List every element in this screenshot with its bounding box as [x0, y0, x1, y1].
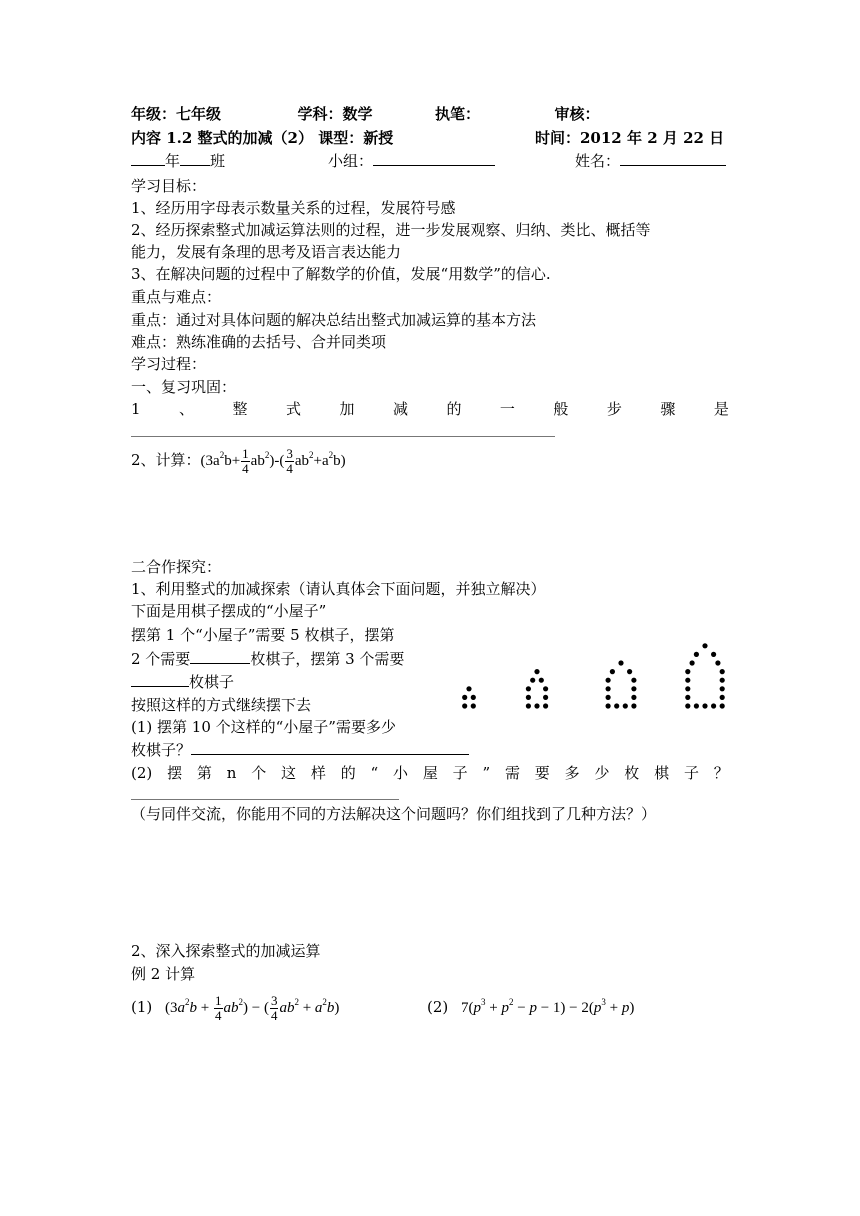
p2-expression: $7(p^3 + p^2 - p - 1) - 2(p^3 + p)$ — [461, 997, 635, 1016]
chess-piece — [685, 669, 690, 674]
answer-line-q2[interactable] — [131, 799, 399, 800]
coop-intro: 下面是用棋子摆成的“小屋子” — [131, 602, 327, 620]
q2-char: 多 — [564, 764, 580, 782]
q1-char: 步 — [606, 400, 622, 418]
q1-char: 加 — [339, 400, 355, 418]
q2-label: 2、计算： — [131, 451, 201, 469]
q1-char: 1 — [131, 400, 141, 418]
chess-piece — [627, 669, 632, 674]
coop-q1-b: 枚棋子？ — [131, 740, 469, 760]
year-label: 年 — [165, 152, 181, 170]
chess-piece — [711, 703, 716, 708]
objectives-title: 学习目标： — [131, 177, 207, 195]
group-blank[interactable] — [373, 151, 495, 166]
coop-line-c: 枚棋子 — [131, 672, 234, 692]
chess-piece — [471, 703, 476, 708]
deep-title: 2、深入探索整式的加减运算 — [131, 942, 321, 960]
chess-piece — [702, 703, 707, 708]
chess-piece — [618, 660, 623, 665]
objective-2: 2、经历探索整式加减运算法则的过程，进一步发展观察、归纳、类比、概括等 — [131, 221, 651, 239]
chess-piece — [606, 703, 611, 708]
chess-piece — [685, 703, 690, 708]
group-field — [328, 151, 495, 171]
chess-piece — [631, 695, 636, 700]
q1-char: 式 — [285, 400, 301, 418]
chess-piece — [462, 695, 467, 700]
coop-line-d: 按照这样的方式继续摆下去 — [131, 696, 312, 714]
example-p2 — [427, 995, 634, 1020]
chess-piece — [606, 686, 611, 691]
objective-3: 3、在解决问题的过程中了解数学的价值，发展“用数学”的信心. — [131, 265, 551, 283]
process-title: 学习过程： — [131, 355, 207, 373]
coop-line-b: 2 个需要 枚棋子，摆第 3 个需要 — [131, 650, 405, 668]
lesson-type-label: 课型：新授 — [318, 129, 394, 147]
date-label: 时间：2012 年 2 月 22 日 — [535, 129, 725, 147]
chess-houses-figure — [455, 610, 735, 712]
chess-piece — [543, 695, 548, 700]
q2-char: 样 — [310, 764, 326, 782]
house-3 — [606, 660, 637, 708]
house-2 — [526, 669, 548, 709]
chess-piece — [720, 678, 725, 683]
content-label: 内容 1.2 整式的加减（2） — [131, 129, 313, 147]
blank-q1-answer[interactable] — [191, 740, 469, 755]
q2-char: ？ — [713, 764, 729, 782]
review-q2 — [131, 445, 346, 476]
keypoints-title: 重点与难点： — [131, 288, 222, 306]
example-p1 — [131, 992, 339, 1023]
q1-char: 的 — [446, 400, 462, 418]
chess-piece — [606, 695, 611, 700]
chess-piece — [462, 703, 467, 708]
q2-char: (2) — [131, 764, 153, 782]
chess-piece — [711, 652, 716, 657]
chess-piece — [543, 686, 548, 691]
p1-expression: ($3a^2b$ + $\frac{1}{4}$ $ab^2$) − ( $\frac{3}{4}$ $ab^2 + a^2b$) — [165, 993, 340, 1024]
header-row-3 — [131, 151, 225, 171]
objective-1: 1、经历用字母表示数量关系的过程，发展符号感 — [131, 199, 456, 217]
chess-piece — [526, 686, 531, 691]
name-label: 姓名： — [575, 152, 621, 170]
chess-piece — [720, 686, 725, 691]
chess-piece — [685, 695, 690, 700]
chess-piece — [720, 669, 725, 674]
q2-char: 需 — [504, 764, 520, 782]
chess-piece — [466, 686, 471, 691]
house-1 — [462, 686, 476, 708]
q2-char: 要 — [534, 764, 550, 782]
keypoint-key: 重点：通过对具体问题的解决总结出整式加减运算的基本方法 — [131, 311, 537, 329]
q1-char: 整 — [232, 400, 248, 418]
q1-char: 般 — [553, 400, 569, 418]
blank-3rd-house[interactable] — [131, 672, 189, 687]
header-row-2 — [131, 128, 393, 148]
q2-char: “ — [370, 764, 379, 782]
chess-piece — [715, 660, 720, 665]
chess-piece — [534, 669, 539, 674]
q1-char: 、 — [179, 400, 195, 418]
chess-piece — [610, 669, 615, 674]
chess-piece — [539, 678, 544, 683]
q2-char: n — [226, 764, 237, 782]
chess-piece — [534, 703, 539, 708]
header-row-1 — [131, 104, 599, 124]
q2-char: 的 — [340, 764, 356, 782]
keypoint-difficult: 难点：熟练准确的去括号、合并同类项 — [131, 333, 387, 351]
q2-char: 摆 — [167, 764, 183, 782]
coop-item-1: 1、利用整式的加减探索（请认真体会下面问题，并独立解决） — [131, 580, 546, 598]
chess-piece — [526, 695, 531, 700]
chess-piece — [471, 695, 476, 700]
q2-char: 小 — [393, 764, 409, 782]
chess-piece — [685, 686, 690, 691]
q2-char: 子 — [452, 764, 468, 782]
coop-title: 二合作探究： — [131, 558, 222, 576]
name-field — [575, 151, 726, 171]
review-q1-line — [131, 399, 729, 419]
class-label: 班 — [210, 152, 226, 170]
chess-piece — [720, 695, 725, 700]
coop-q2-line — [131, 763, 729, 783]
grade-label: 年级：七年级 — [131, 105, 222, 123]
coop-q1-a: (1) 摆第 10 个这样的“小屋子”需要多少 — [131, 718, 396, 736]
chess-piece — [720, 703, 725, 708]
q2-char: 少 — [594, 764, 610, 782]
chess-piece — [530, 678, 535, 683]
q2-expression: ($3a^2b+$ $\frac{1}{4}$ $ab^2)-$( $\frac{3}{4}$ $ab^2+a^2b$) — [200, 446, 346, 477]
q2-char: 子 — [683, 764, 699, 782]
p2-label: (2) — [427, 998, 449, 1016]
chess-piece — [685, 678, 690, 683]
blank-2nd-house[interactable] — [190, 649, 250, 664]
chess-piece — [623, 703, 628, 708]
chess-piece — [694, 652, 699, 657]
q1-char: 骤 — [660, 400, 676, 418]
author-label: 执笔： — [434, 105, 480, 123]
year-blank[interactable] — [131, 151, 165, 166]
q2-char: 棋 — [654, 764, 670, 782]
chess-piece — [631, 686, 636, 691]
q2-char: ” — [482, 764, 491, 782]
chess-piece — [631, 703, 636, 708]
chess-piece — [631, 678, 636, 683]
name-blank[interactable] — [620, 151, 726, 166]
example-label: 例 2 计算 — [131, 965, 196, 983]
chess-piece — [694, 703, 699, 708]
house-4 — [685, 643, 725, 708]
chess-piece — [614, 703, 619, 708]
coop-note: （与同伴交流，你能用不同的方法解决这个问题吗？你们组找到了几种方法？） — [131, 805, 657, 823]
objective-2-cont: 能力，发展有条理的思考及语言表达能力 — [131, 243, 402, 261]
q1-char: 一 — [499, 400, 515, 418]
p1-label: (1) — [131, 998, 153, 1016]
reviewer-label: 审核： — [554, 105, 600, 123]
chess-piece — [702, 643, 707, 648]
answer-line-q1[interactable] — [131, 436, 555, 437]
q2-char: 这 — [281, 764, 297, 782]
q2-char: 枚 — [624, 764, 640, 782]
chess-piece — [526, 703, 531, 708]
chess-piece — [690, 660, 695, 665]
class-blank[interactable] — [180, 151, 210, 166]
group-label: 小组： — [328, 152, 374, 170]
q2-char: 屋 — [422, 764, 438, 782]
coop-line-a: 摆第 1 个“小屋子”需要 5 枚棋子，摆第 — [131, 626, 395, 644]
q1-char: 减 — [392, 400, 408, 418]
chess-piece — [606, 678, 611, 683]
q2-char: 个 — [251, 764, 267, 782]
q2-char: 第 — [196, 764, 212, 782]
chess-piece — [543, 703, 548, 708]
q1-char: 是 — [713, 400, 729, 418]
review-title: 一、复习巩固： — [131, 378, 237, 396]
subject-label: 学科：数学 — [297, 105, 373, 123]
